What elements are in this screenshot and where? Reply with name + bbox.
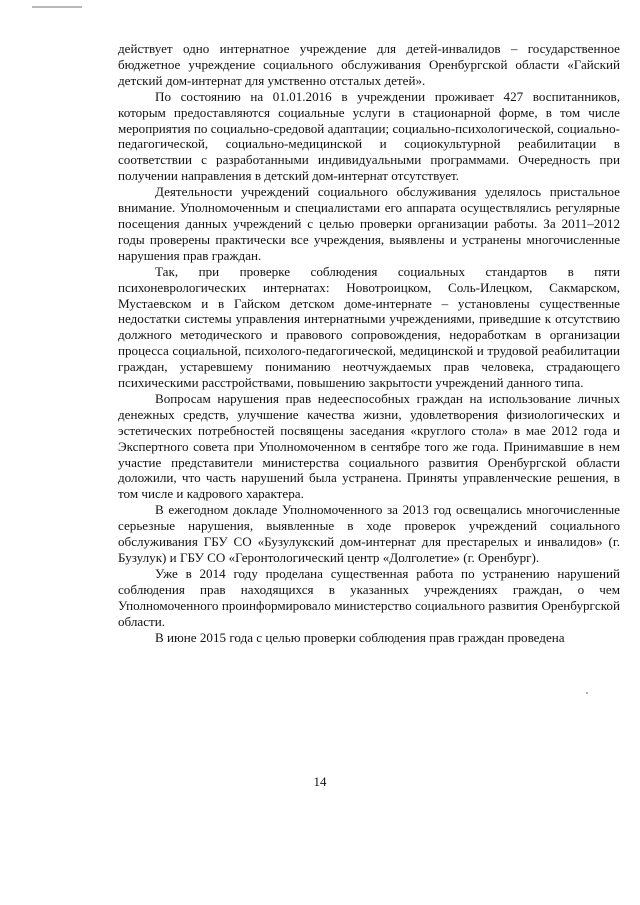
paragraph-psychoneurological: Так, при проверке соблюдения социальных стандартов в пяти психоневрологических интернатах: Новотроицком, Соль-Илецком, Сакмарском, Мустаевском и в Гайском детском доме-интернате – установлены существенные недостатки системы управления интернатными учреждениями, приведшие к отсутствию должного методического и правового сопровождения, недоработкам в организации процесса социальной, психолого-педагогической, медицинской и трудовой реабилитации граждан, устаревшему пониманию неотчуждаемых прав человека, страдающего психическими расстройствами, повышению закрытости учреждений данного типа. <box>118 263 620 391</box>
paragraph-2014-work: Уже в 2014 году проделана существенная работа по устранению нарушений соблюдения прав находящихся в указанных учреждениях граждан, о чем Уполномоченного проинформировало министерство социального развития Оренбургской области. <box>118 565 620 629</box>
paragraph-june-2015: В июне 2015 года с целью проверки соблюдения прав граждан проведена <box>155 629 565 645</box>
paragraph-inspections: Деятельности учреждений социального обслуживания уделялось пристальное внимание. Уполномоченным и специалистами его аппарата осуществлялись регулярные посещения данных учреждений с целью проверки организации работы. За 2011–2012 годы проверены практически все учреждения, выявлены и устранены многочисленные нарушения прав граждан. <box>118 184 620 263</box>
paragraph-round-table: Вопросам нарушения прав недееспособных граждан на использование личных денежных средств, улучшение качества жизни, удовлетворения физиологических и эстетических потребностей посвящены заседания «круглого стола» в мае 2012 года и Экспертного совета при Уполномоченном в сентябре того же года. Принимавшие в нем участие представители министерства социального развития Оренбургской области доложили, что часть нарушений была устранена. Приняты управленческие решения, в том числе и кадрового характера. <box>118 390 620 502</box>
page-number: 14 <box>313 774 327 789</box>
paragraph-residents: По состоянию на 01.01.2016 в учреждении проживает 427 воспитанников, которым предоставляются социальные услуги в стационарной форме, в том числе мероприятия по социально-средовой адаптации; социально-психологической, социально-педагогической, социально-медицинской и социокультурной реабилитации в соответствии с разработанными индивидуальными программами. Очередность при получении направления в детский дом-интернат отсутствует. <box>118 88 620 184</box>
scan-edge-mark <box>32 6 82 8</box>
scan-speck <box>586 692 588 694</box>
paragraph-annual-report: В ежегодном докладе Уполномоченного за 2013 год освещались многочисленные серьезные нарушения, выявленные в ходе проверок учреждений социального обслуживания ГБУ СО «Бузулукский дом-интернат для престарелых и инвалидов» (г. Бузулук) и ГБУ СО «Геронтологический центр «Долголетие» (г. Оренбург). <box>118 502 620 565</box>
paragraph-continuation: действует одно интернатное учреждение для детей-инвалидов – государственное бюджетное учреждение социального обслуживания Оренбургской области «Гайский детский дом-интернат для умственно отсталых детей». <box>118 41 620 88</box>
document-page <box>118 41 620 645</box>
